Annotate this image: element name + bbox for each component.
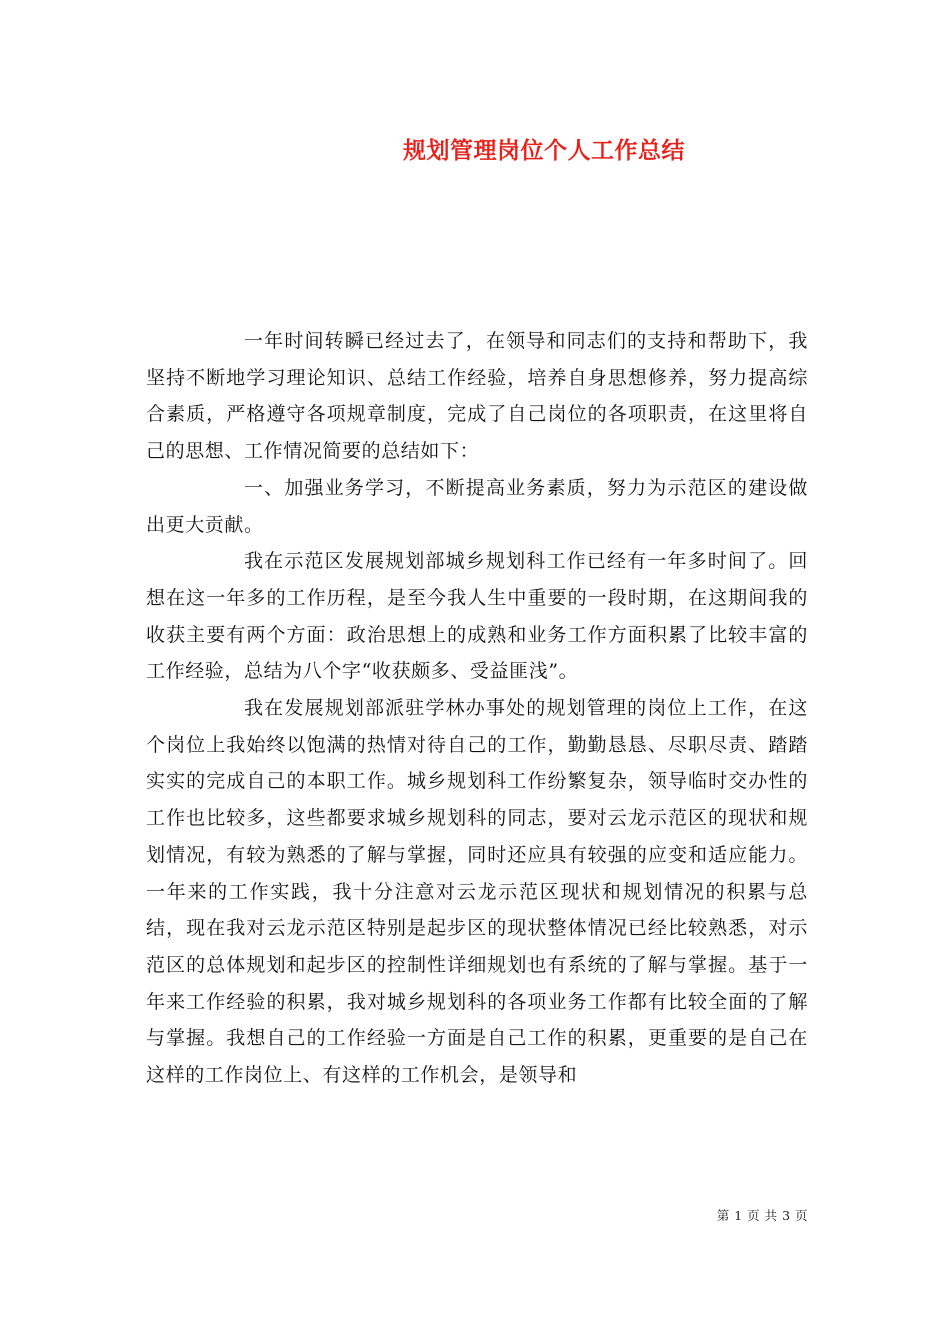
document-body	[146, 323, 808, 1094]
paragraph-experience: 我在示范区发展规划部城乡规划科工作已经有一年多时间了。回想在这一年多的工作历程，是至今我人生中重要的一段时期，在这期间我的收获主要有两个方面：政治思想上的成熟和业务工作方面积累了比较丰富的工作经验，总结为八个字“收获颇多、受益匪浅”。	[146, 550, 808, 683]
page-title-text: 规划管理岗位个人工作总结	[403, 137, 685, 164]
paragraph-intro: 一年时间转瞬已经过去了，在领导和同志们的支持和帮助下，我坚持不断地学习理论知识、总结工作经验，培养自身思想修养，努力提高综合素质，严格遵守各项规章制度，完成了自己岗位的各项职责，在这里将自己的思想、工作情况简要的总结如下：	[146, 330, 808, 463]
page-title	[0, 133, 950, 169]
paragraph-position-work: 我在发展规划部派驻学林办事处的规划管理的岗位上工作，在这个岗位上我始终以饱满的热情对待自己的工作，勤勤恳恳、尽职尽责、踏踏实实的完成自己的本职工作。城乡规划科工作纷繁复杂，领导临时交办性的工作也比较多，这些都要求城乡规划科的同志，要对云龙示范区的现状和规划情况，有较为熟悉的了解与掌握，同时还应具有较强的应变和适应能力。一年来的工作实践，我十分注意对云龙示范区现状和规划情况的积累与总结，现在我对云龙示范区特别是起步区的现状整体情况已经比较熟悉，对示范区的总体规划和起步区的控制性详细规划也有系统的了解与掌握。基于一年来工作经验的积累，我对城乡规划科的各项业务工作都有比较全面的了解与掌握。我想自己的工作经验一方面是自己工作的积累，更重要的是自己在这样的工作岗位上、有这样的工作机会，是领导和	[146, 697, 808, 1087]
paragraph-section-heading: 一、加强业务学习，不断提高业务素质，努力为示范区的建设做出更大贡献。	[146, 476, 808, 536]
page-number-footer: 第 1 页 共 3 页	[716, 1208, 808, 1223]
